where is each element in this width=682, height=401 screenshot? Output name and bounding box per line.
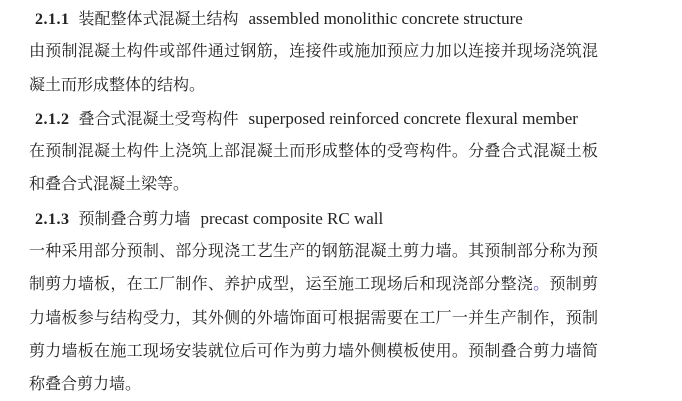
clause-number: 2.1.3 (35, 210, 70, 228)
body-line: 力墙板参与结构受力，其外侧的外墙饰面可根据需要在工厂一并生产制作，预制 (29, 309, 598, 327)
clause-heading-2-1-1 (35, 2, 598, 35)
body-line: 凝土而形成整体的结构。 (29, 76, 206, 94)
clause-heading-2-1-2 (35, 102, 598, 135)
blue-period: 。 (533, 276, 550, 294)
term-chinese: 叠合式混凝土受弯构件 (78, 110, 239, 128)
term-english: precast composite RC wall (200, 208, 384, 228)
body-line: 称叠合剪力墙。 (29, 376, 142, 394)
clause-heading-2-1-3 (35, 202, 598, 235)
clause-number: 2.1.2 (35, 110, 70, 128)
body-line: 剪力墙板在施工现场安装就位后可作为剪力墙外侧模板使用。预制叠合剪力墙简 (29, 342, 598, 360)
body-text: 制剪力墙板，在工厂制作、养护成型，运至施工现场后和现浇部分整浇 (29, 276, 534, 294)
body-line: 由预制混凝土构件或部件通过钢筋，连接件或施加预应力加以连接并现场浇筑混 (29, 43, 598, 61)
body-line: 一种采用部分预制、部分现浇工艺生产的钢筋混凝土剪力墙。其预制部分称为预 (29, 243, 598, 261)
term-english: assembled monolithic concrete structure (248, 9, 523, 28)
body-line: 和叠合式混凝土梁等。 (29, 176, 190, 194)
body-line (29, 268, 598, 301)
term-chinese: 装配整体式混凝土结构 (78, 11, 239, 28)
body-text: 预制剪 (549, 276, 598, 294)
body-line: 在预制混凝土构件上浇筑上部混凝土而形成整体的受弯构件。分叠合式混凝土板 (29, 143, 598, 161)
term-english: superposed reinforced concrete flexural member (248, 108, 578, 128)
term-chinese: 预制叠合剪力墙 (78, 210, 191, 228)
clause-number: 2.1.1 (35, 11, 70, 28)
